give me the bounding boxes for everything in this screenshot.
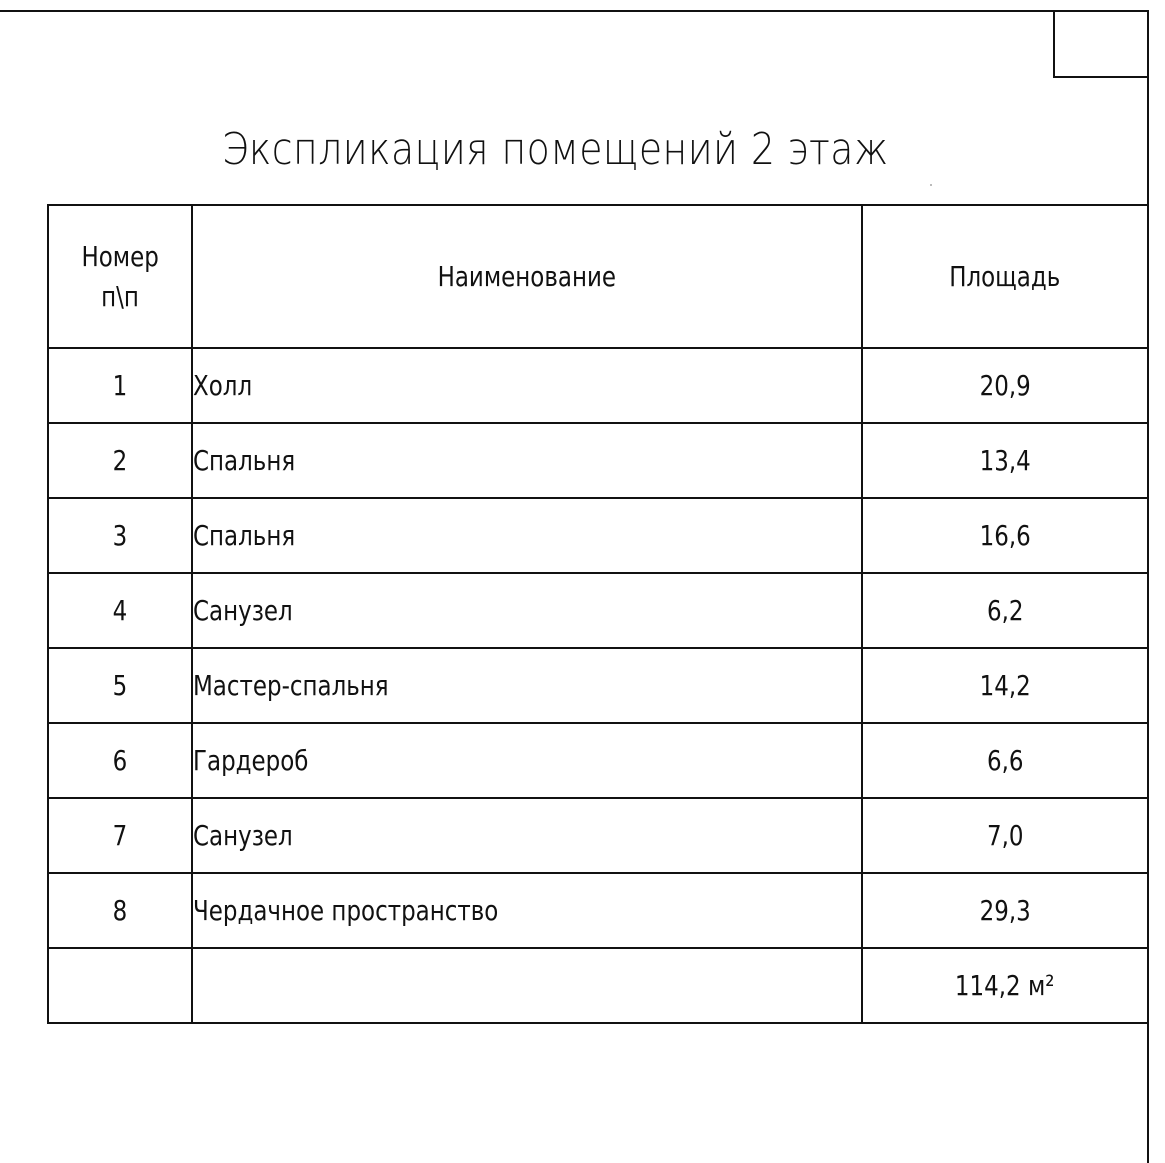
room-area-cell: [862, 348, 1148, 423]
total-number-cell: [48, 948, 192, 1023]
room-name: Гардероб: [193, 744, 309, 777]
room-area: 20,9: [979, 369, 1031, 402]
room-name-cell: [192, 723, 862, 798]
table-row: [48, 348, 1148, 423]
room-number-cell: [48, 423, 192, 498]
column-header-number-line2: п\п: [101, 279, 139, 313]
room-name: Чердачное пространство: [193, 894, 499, 927]
room-name-cell: [192, 873, 862, 948]
room-area: 6,6: [986, 744, 1024, 777]
column-header-area: [862, 205, 1148, 348]
column-header-area-label: Площадь: [949, 260, 1061, 293]
room-name: Спальня: [193, 444, 296, 477]
room-name: Мастер-спальня: [193, 669, 389, 702]
room-number-cell: [48, 873, 192, 948]
room-number: 5: [112, 669, 128, 702]
table-row: [48, 573, 1148, 648]
table-header-row: [48, 205, 1148, 348]
room-name-cell: [192, 348, 862, 423]
table-row: [48, 873, 1148, 948]
room-area-cell: [862, 873, 1148, 948]
room-number-cell: [48, 798, 192, 873]
room-area: 6,2: [986, 594, 1024, 627]
corner-stamp-box: [1053, 10, 1149, 78]
room-name: Санузел: [193, 819, 293, 852]
room-name-cell: [192, 423, 862, 498]
room-name: Спальня: [193, 519, 296, 552]
room-name: Санузел: [193, 594, 293, 627]
room-area: 7,0: [986, 819, 1024, 852]
room-number-cell: [48, 648, 192, 723]
total-row: [48, 948, 1148, 1023]
room-number-cell: [48, 723, 192, 798]
total-area-cell: [862, 948, 1148, 1023]
page-title: Экспликация помещений 2 этаж: [222, 124, 889, 175]
room-area-cell: [862, 573, 1148, 648]
room-number-cell: [48, 573, 192, 648]
room-area: 16,6: [979, 519, 1031, 552]
table-row: [48, 423, 1148, 498]
table-row: [48, 648, 1148, 723]
room-name: Холл: [193, 369, 253, 402]
room-area: 13,4: [979, 444, 1031, 477]
room-area-cell: [862, 723, 1148, 798]
table-row: [48, 498, 1148, 573]
room-area-cell: [862, 798, 1148, 873]
column-header-number-line1: Номер: [81, 239, 159, 273]
room-area: 29,3: [979, 894, 1031, 927]
room-number: 2: [112, 444, 128, 477]
column-header-name-label: Наименование: [437, 260, 617, 293]
room-area-cell: [862, 648, 1148, 723]
room-number: 3: [112, 519, 128, 552]
total-name-cell: [192, 948, 862, 1023]
room-number-cell: [48, 348, 192, 423]
room-number: 1: [112, 369, 128, 402]
room-number-cell: [48, 498, 192, 573]
room-number: 8: [112, 894, 128, 927]
stray-dot: [930, 184, 932, 186]
table-row: [48, 798, 1148, 873]
room-area-cell: [862, 498, 1148, 573]
room-number: 6: [112, 744, 128, 777]
table-row: [48, 723, 1148, 798]
column-header-number: [48, 205, 192, 348]
room-area: 14,2: [979, 669, 1031, 702]
room-number: 7: [112, 819, 128, 852]
room-number: 4: [112, 594, 128, 627]
room-name-cell: [192, 648, 862, 723]
room-name-cell: [192, 498, 862, 573]
total-area: 114,2 м²: [955, 969, 1055, 1002]
room-area-cell: [862, 423, 1148, 498]
column-header-name: [192, 205, 862, 348]
frame-top-border: [0, 10, 1149, 12]
room-explication-table: [47, 204, 1149, 1024]
room-name-cell: [192, 798, 862, 873]
room-name-cell: [192, 573, 862, 648]
